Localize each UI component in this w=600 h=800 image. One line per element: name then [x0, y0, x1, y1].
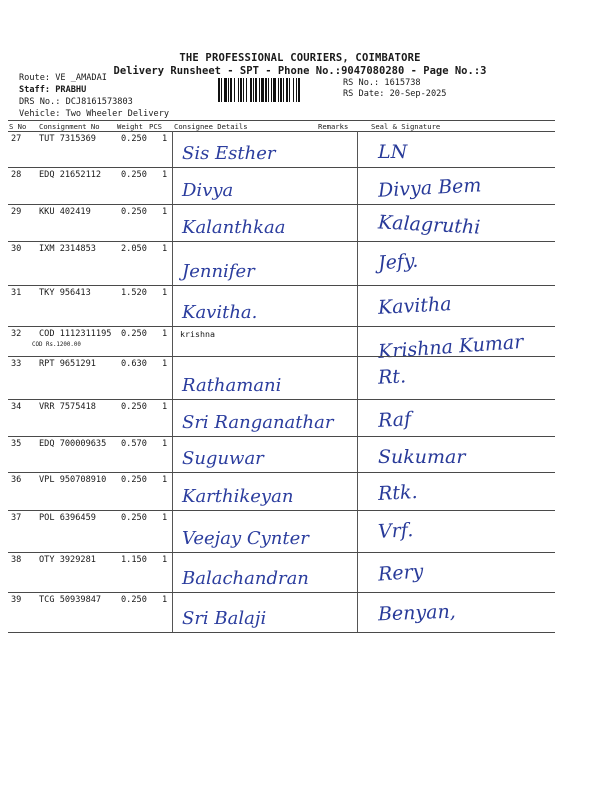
row-signature: Kalagruthi — [377, 211, 481, 239]
row-divider — [8, 592, 555, 593]
row-consignment-no: EDQ 21652112 — [39, 170, 102, 180]
row-divider — [8, 356, 555, 357]
row-handwritten-consignee: Divya — [182, 180, 234, 201]
row-divider — [8, 285, 555, 286]
row-handwritten-consignee: Sis Esther — [182, 143, 276, 164]
row-divider — [8, 510, 555, 511]
col-sno-header: S No — [9, 122, 27, 131]
row-pcs: 1 — [162, 475, 168, 485]
col-pcs-header: PCS — [149, 122, 162, 131]
row-cod-amount: COD Rs.1200.00 — [32, 342, 81, 348]
row-consignment-no: POL 6396459 — [39, 513, 96, 523]
row-sno: 29 — [11, 207, 22, 217]
col-weight-header: Weight — [117, 122, 143, 131]
row-handwritten-consignee: Kavitha. — [182, 302, 258, 323]
row-consignment-no: OTY 3929281 — [39, 555, 96, 565]
row-weight: 2.050 — [121, 244, 147, 254]
row-divider — [8, 472, 555, 473]
col-consignment-header: Consignment No — [39, 122, 100, 131]
row-consignment-no: TCG 50939847 — [39, 595, 102, 605]
route-text: Route: VE _AMADAI — [19, 73, 107, 83]
row-handwritten-consignee: Karthikeyan — [182, 486, 294, 507]
row-pcs: 1 — [162, 555, 168, 565]
row-sno: 28 — [11, 170, 22, 180]
row-handwritten-consignee: Kalanthkaa — [182, 217, 286, 238]
row-weight: 0.250 — [121, 329, 147, 339]
row-handwritten-consignee: Balachandran — [182, 568, 309, 589]
row-sno: 30 — [11, 244, 22, 254]
row-sno: 34 — [11, 402, 22, 412]
seal-column-divider — [357, 131, 358, 632]
row-signature: Rtk. — [377, 480, 419, 506]
row-signature: Jefy. — [377, 249, 419, 275]
row-signature: Kavitha — [377, 293, 453, 319]
row-pcs: 1 — [162, 402, 168, 412]
row-consignment-no: TKY 956413 — [39, 288, 91, 298]
row-divider — [8, 632, 555, 633]
row-signature: Divya Bem — [377, 174, 482, 202]
row-weight: 1.520 — [121, 288, 147, 298]
drs-number: DRS No.: DCJ8161573803 — [19, 97, 133, 107]
rs-number: RS No.: 1615738 — [343, 78, 421, 88]
row-signature: Sukumar — [378, 446, 466, 468]
row-consignment-no: VPL 950708910 — [39, 475, 107, 485]
row-weight: 0.250 — [121, 402, 147, 412]
row-signature: Vrf. — [377, 519, 414, 543]
row-signature: Raf — [377, 408, 412, 432]
row-sno: 36 — [11, 475, 22, 485]
row-signature: Rt. — [377, 365, 407, 389]
row-sno: 33 — [11, 359, 22, 369]
row-weight: 0.250 — [121, 134, 147, 144]
row-pcs: 1 — [162, 207, 168, 217]
row-divider — [8, 241, 555, 242]
row-handwritten-consignee: Veejay Cynter — [182, 528, 309, 549]
row-handwritten-consignee: Suguwar — [182, 448, 264, 469]
col-seal-header: Seal & Signature — [371, 122, 441, 131]
row-consignment-no: COD 1112311195 — [39, 329, 112, 339]
row-pcs: 1 — [162, 595, 168, 605]
row-divider — [8, 167, 555, 168]
row-consignment-no: RPT 9651291 — [39, 359, 96, 369]
company-title: THE PROFESSIONAL COURIERS, COIMBATORE — [179, 52, 421, 64]
col-remarks-header: Remarks — [318, 122, 349, 131]
row-weight: 0.630 — [121, 359, 147, 369]
row-pcs: 1 — [162, 134, 168, 144]
row-sno: 37 — [11, 513, 22, 523]
row-signature: LN — [378, 141, 408, 163]
row-consignment-no: TUT 7315369 — [39, 134, 96, 144]
vehicle-text: Vehicle: Two Wheeler Delivery — [19, 109, 170, 119]
row-consignee-details: krishna — [180, 329, 215, 339]
row-sno: 32 — [11, 329, 22, 339]
row-handwritten-consignee: Sri Ranganathar — [182, 412, 334, 433]
row-sno: 31 — [11, 288, 22, 298]
row-handwritten-consignee: Jennifer — [182, 261, 255, 282]
row-pcs: 1 — [162, 359, 168, 369]
row-pcs: 1 — [162, 170, 168, 180]
row-divider — [8, 552, 555, 553]
row-weight: 0.250 — [121, 595, 147, 605]
row-pcs: 1 — [162, 439, 168, 449]
barcode-image — [218, 78, 340, 102]
table-header-border — [8, 131, 555, 132]
runsheet-title: Delivery Runsheet - SPT - Phone No.:9047080280 - Page No.:3 — [113, 65, 487, 77]
row-consignment-no: VRR 7575418 — [39, 402, 96, 412]
row-weight: 1.150 — [121, 555, 147, 565]
row-sno: 35 — [11, 439, 22, 449]
row-pcs: 1 — [162, 329, 168, 339]
row-handwritten-consignee: Rathamani — [182, 375, 282, 396]
staff-text: Staff: PRABHU — [19, 85, 87, 95]
row-divider — [8, 326, 555, 327]
row-sno: 27 — [11, 134, 22, 144]
row-consignment-no: EDQ 700009635 — [39, 439, 107, 449]
row-pcs: 1 — [162, 288, 168, 298]
rs-date: RS Date: 20-Sep-2025 — [343, 89, 447, 99]
row-pcs: 1 — [162, 244, 168, 254]
row-consignment-no: IXM 2314853 — [39, 244, 96, 254]
row-weight: 0.250 — [121, 170, 147, 180]
row-signature: Rery — [377, 560, 425, 586]
row-sno: 38 — [11, 555, 22, 565]
row-sno: 39 — [11, 595, 22, 605]
row-signature: Benyan, — [377, 600, 457, 626]
row-weight: 0.250 — [121, 475, 147, 485]
row-consignment-no: KKU 402419 — [39, 207, 91, 217]
row-divider — [8, 399, 555, 400]
row-weight: 0.250 — [121, 207, 147, 217]
row-pcs: 1 — [162, 513, 168, 523]
row-handwritten-consignee: Sri Balaji — [182, 608, 267, 629]
row-weight: 0.250 — [121, 513, 147, 523]
table-top-border — [8, 120, 555, 121]
row-divider — [8, 204, 555, 205]
row-weight: 0.570 — [121, 439, 147, 449]
row-signature: Krishna Kumar — [377, 330, 524, 364]
row-divider — [8, 436, 555, 437]
col-details-header: Consignee Details — [174, 122, 248, 131]
details-column-divider — [172, 131, 173, 632]
